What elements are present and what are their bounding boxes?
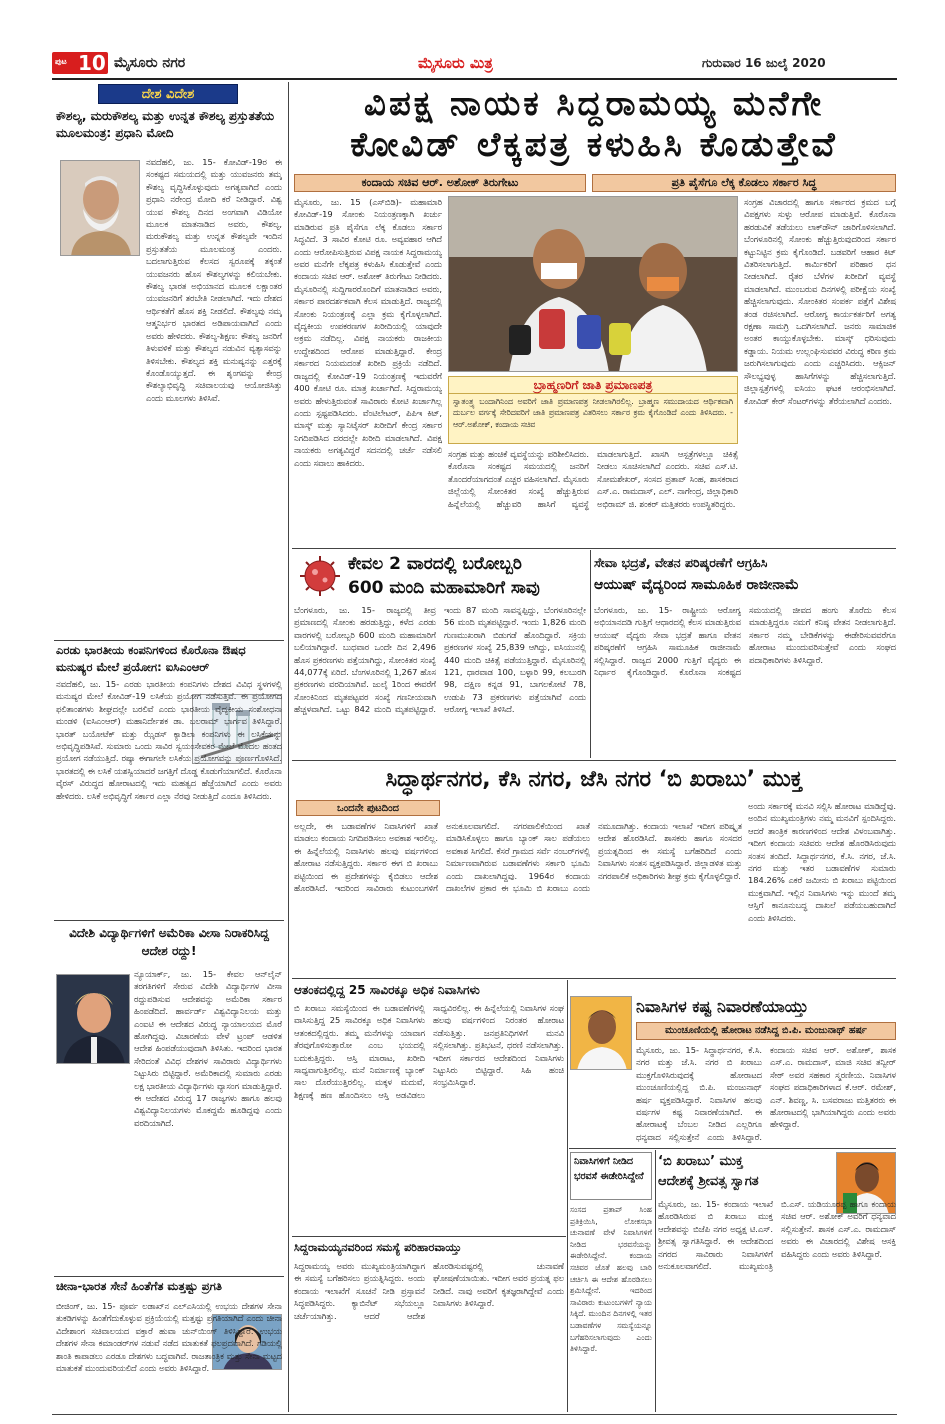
encroach-headline: ಆತಂಕದಲ್ಲಿದ್ದ 25 ಸಾವಿರಕ್ಕೂ ಅಧಿಕ ನಿವಾಸಿಗಳು xyxy=(294,983,480,997)
lead-body-right: ಸಂಗ್ರಹ ವಿಚಾರದಲ್ಲಿ ಹಾಗೂ ಸರ್ಕಾರದ ಕ್ರಮದ ಬಗ್ಗೆ ವಿಪಕ್ಷಗಳು ಸುಳ್ಳು ಆರೋಪ ಮಾಡುತ್ತಿವೆ. ಕೊರೊನಾ ಹರಡುವಿಕೆ ತಡೆಯಲು ಲಾಕ್‌ಡೌನ್ ಜಾರಿಗೊಳಿಸಲಾಗಿದೆ. ಬೆಂಗಳೂರಿನಲ್ಲಿ ಸೋಂಕು ಹೆಚ್ಚುತ್ತಿರುವುದರಿಂದ ಸರ್ಕಾರ ಕಟ್ಟುನಿಟ್ಟಿನ ಕ್ರಮ ಕೈಗೊಂಡಿದೆ. ಬಡವರಿಗೆ ಆಹಾರ ಕಿಟ್ ವಿತರಿಸಲಾಗುತ್ತಿದೆ. ಕಾರ್ಮಿಕರಿಗೆ ಪರಿಹಾರ ಧನ ನೀಡಲಾಗಿದೆ. ರೈತರ ಬೆಳೆಗಳ ಖರೀದಿಗೆ ವ್ಯವಸ್ಥೆ ಮಾಡಲಾಗಿದೆ. ಮುಂಬರುವ ದಿನಗಳಲ್ಲಿ ಪರೀಕ್ಷೆಯ ಸಂಖ್ಯೆ ಹೆಚ್ಚಿಸಲಾಗುವುದು. ಸೋಂಕಿತರ ಸಂಪರ್ಕ ಪತ್ತೆಗೆ ವಿಶೇಷ ತಂಡ ರಚಿಸಲಾಗಿದೆ. ಆರೋಗ್ಯ ಕಾರ್ಯಕರ್ತರಿಗೆ ಅಗತ್ಯ ರಕ್ಷಣಾ ಸಾಮಗ್ರಿ ಒದಗಿಸಲಾಗಿದೆ. ಜನರು ಸಾಮಾಜಿಕ ಅಂತರ ಕಾಯ್ದುಕೊಳ್ಳಬೇಕು. ಮಾಸ್ಕ್ ಧರಿಸುವುದು ಕಡ್ಡಾಯ. ನಿಯಮ ಉಲ್ಲಂಘಿಸುವವರ ವಿರುದ್ಧ ಕಠಿಣ ಕ್ರಮ ಜರುಗಿಸಲಾಗುವುದು ಎಂದು ಎಚ್ಚರಿಸಿದರು. ಆಕ್ಸಿಜನ್ ಸೌಲಭ್ಯವುಳ್ಳ ಹಾಸಿಗೆಗಳನ್ನು ಹೆಚ್ಚಿಸಲಾಗುತ್ತಿದೆ. ಜಿಲ್ಲಾಸ್ಪತ್ರೆಗಳಲ್ಲಿ ಐಸಿಯು ಘಟಕ ಆರಂಭಿಸಲಾಗಿದೆ. ಕೋವಿಡ್ ಕೇರ್ ಸೆಂಟರ್‌ಗಳನ್ನು ತೆರೆಯಲಾಗಿದೆ ಎಂದರು. xyxy=(744,197,896,406)
page-label: ಪುಟ xyxy=(55,57,67,66)
visa-headline: ವಿದೇಶಿ ವಿದ್ಯಾರ್ಥಿಗಳಿಗೆ ಅಮೆರಿಕಾ ವೀಸಾ ನಿರಾಕರಿಸಿದ್ದ ಆದೇಶ ರದ್ದು! xyxy=(69,926,269,958)
lead-headline xyxy=(292,84,896,170)
section-name: ಮೈಸೂರು ನಗರ xyxy=(114,55,186,71)
visa-body: ನ್ಯೂಯಾರ್ಕ್, ಜು. 15- ಕೇವಲ ಆನ್‌ಲೈನ್ ತರಗತಿಗಳಿಗೆ ಸೇರುವ ವಿದೇಶಿ ವಿದ್ಯಾರ್ಥಿಗಳ ವೀಸಾ ರದ್ದುಪಡಿಸುವ ಆದೇಶವನ್ನು ಅಮೆರಿಕಾ ಸರ್ಕಾರ ಹಿಂಪಡೆದಿದೆ. ಹಾರ್ವರ್ಡ್ ವಿಶ್ವವಿದ್ಯಾನಿಲಯ ಮತ್ತು ಎಂಐಟಿ ಈ ಆದೇಶದ ವಿರುದ್ಧ ನ್ಯಾಯಾಲಯದ ಮೊರೆ ಹೋಗಿದ್ದವು. ವಿಚಾರಣೆಯ ವೇಳೆ ಟ್ರಂಪ್ ಆಡಳಿತ ಆದೇಶ ಹಿಂಪಡೆಯುವುದಾಗಿ ತಿಳಿಸಿತು. ಇದರಿಂದ ಭಾರತ ಸೇರಿದಂತೆ ವಿವಿಧ ದೇಶಗಳ ಸಾವಿರಾರು ವಿದ್ಯಾರ್ಥಿಗಳು ನಿಟ್ಟುಸಿರು ಬಿಟ್ಟಿದ್ದಾರೆ. ಅಮೆರಿಕಾದಲ್ಲಿ ಸುಮಾರು ಎರಡು ಲಕ್ಷ ಭಾರತೀಯ ವಿದ್ಯಾರ್ಥಿಗಳು ವ್ಯಾಸಂಗ ಮಾಡುತ್ತಿದ್ದಾರೆ. ಈ ಆದೇಶದ ವಿರುದ್ಧ 17 ರಾಜ್ಯಗಳು ಹಾಗೂ ಹಲವು ವಿಶ್ವವಿದ್ಯಾನಿಲಯಗಳು ಮೊಕದ್ದಮೆ ಹೂಡಿದ್ದವು ಎಂದು ವರದಿಯಾಗಿದೆ. xyxy=(134,969,282,1128)
lead-photo xyxy=(448,196,738,372)
date-line: ಗುರುವಾರ 16 ಜುಲೈ 2020 xyxy=(702,56,826,70)
lead-body-left: ಮೈಸೂರು, ಜು. 15 (ಎಸ್‌ಬಿಡಿ)- ಮಹಾಮಾರಿ ಕೋವಿಡ್-19 ಸೋಂಕು ನಿಯಂತ್ರಣಕ್ಕಾಗಿ ಖರ್ಚು ಮಾಡಿರುವ ಪ್ರತಿ ಪೈಸೆಗೂ ಲೆಕ್ಕ ಕೊಡಲು ಸರ್ಕಾರ ಸಿದ್ಧವಿದೆ. 3 ಸಾವಿರ ಕೋಟಿ ರೂ. ಅವ್ಯವಹಾರ ಆಗಿದೆ ಎಂದು ಆರೋಪಿಸುತ್ತಿರುವ ವಿಪಕ್ಷ ನಾಯಕ ಸಿದ್ದರಾಮಯ್ಯ ಅವರ ಮನೆಗೇ ಲೆಕ್ಕಪತ್ರ ಕಳುಹಿಸಿ ಕೊಡುತ್ತೇವೆ ಎಂದು ಕಂದಾಯ ಸಚಿವ ಆರ್. ಅಶೋಕ್ ತಿರುಗೇಟು ನೀಡಿದರು. ಮೈಸೂರಿನಲ್ಲಿ ಸುದ್ದಿಗಾರರೊಂದಿಗೆ ಮಾತನಾಡಿದ ಅವರು, ಸರ್ಕಾರ ಪಾರದರ್ಶಕವಾಗಿ ಕೆಲಸ ಮಾಡುತ್ತಿದೆ. ರಾಜ್ಯದಲ್ಲಿ ಸೋಂಕು ನಿಯಂತ್ರಣಕ್ಕೆ ಎಲ್ಲಾ ಕ್ರಮ ಕೈಗೊಳ್ಳಲಾಗಿದೆ. ವೈದ್ಯಕೀಯ ಉಪಕರಣಗಳ ಖರೀದಿಯಲ್ಲಿ ಯಾವುದೇ ಅಕ್ರಮ ನಡೆದಿಲ್ಲ. ವಿಪಕ್ಷ ನಾಯಕರು ರಾಜಕೀಯ ಉದ್ದೇಶದಿಂದ ಆರೋಪ ಮಾಡುತ್ತಿದ್ದಾರೆ. ಕೇಂದ್ರ ಸರ್ಕಾರದ ನಿಯಮದಂತೆ ಖರೀದಿ ಪ್ರಕ್ರಿಯೆ ನಡೆದಿದೆ. ರಾಜ್ಯದಲ್ಲಿ ಕೋವಿಡ್-19 ನಿಯಂತ್ರಣಕ್ಕೆ ಇದುವರೆಗೆ 400 ಕೋಟಿ ರೂ. ಮಾತ್ರ ಖರ್ಚಾಗಿದೆ. ಸಿದ್ದರಾಮಯ್ಯ ಅವರು ಹೇಳುತ್ತಿರುವಂತೆ ಸಾವಿರಾರು ಕೋಟಿ ಖರ್ಚಾಗಿಲ್ಲ ಎಂದು ಸ್ಪಷ್ಟಪಡಿಸಿದರು. ವೆಂಟಿಲೇಟರ್, ಪಿಪಿಇ ಕಿಟ್, ಮಾಸ್ಕ್ ಮತ್ತು ಸ್ಯಾನಿಟೈಸರ್ ಖರೀದಿಗೆ ಕೇಂದ್ರ ಸರ್ಕಾರ ನಿಗದಿಪಡಿಸಿದ ದರದಲ್ಲೇ ಖರೀದಿ ಮಾಡಲಾಗಿದೆ. ವಿಪಕ್ಷ ನಾಯಕರು ಅಗತ್ಯವಿದ್ದರೆ ಸದನದಲ್ಲಿ ಚರ್ಚೆ ನಡೆಸಲಿ ಎಂದು ಸವಾಲು ಹಾಕಿದರು. xyxy=(294,197,442,468)
modi-body: ನವದೆಹಲಿ, ಜು. 15- ಕೋವಿಡ್-19ರ ಈ ಸಂಕಷ್ಟದ ಸಮಯದಲ್ಲಿ ಮತ್ತು ಯುವಜನರು ತಮ್ಮ ಕೌಶಲ್ಯ ವೃದ್ಧಿಸಿಕೊಳ್ಳುವುದು ಅಗತ್ಯವಾಗಿದೆ ಎಂದು ಪ್ರಧಾನಿ ನರೇಂದ್ರ ಮೋದಿ ಕರೆ ನೀಡಿದ್ದಾರೆ. ವಿಶ್ವ ಯುವ ಕೌಶಲ್ಯ ದಿನದ ಅಂಗವಾಗಿ ವಿಡಿಯೋ ಮೂಲಕ ಮಾತನಾಡಿದ ಅವರು, ಕೌಶಲ್ಯ, ಮರುಕೌಶಲ್ಯ ಮತ್ತು ಉನ್ನತ ಕೌಶಲ್ಯವೇ ಇಂದಿನ ಪ್ರಸ್ತುತತೆಯ ಮೂಲಮಂತ್ರ ಎಂದರು. ಬದಲಾಗುತ್ತಿರುವ ಕೆಲಸದ ಸ್ವರೂಪಕ್ಕೆ ತಕ್ಕಂತೆ ಯುವಜನರು ಹೊಸ ಕೌಶಲ್ಯಗಳನ್ನು ಕಲಿಯಬೇಕು. ಕೌಶಲ್ಯ ಭಾರತ ಅಭಿಯಾನದ ಮೂಲಕ ಲಕ್ಷಾಂತರ ಯುವಜನರಿಗೆ ತರಬೇತಿ ನೀಡಲಾಗಿದೆ. ಇದು ದೇಶದ ಆರ್ಥಿಕತೆಗೆ ಹೊಸ ಶಕ್ತಿ ನೀಡಲಿದೆ. ಕೌಶಲ್ಯವು ನಮ್ಮ ಆತ್ಮನಿರ್ಭರ ಭಾರತದ ಅಡಿಪಾಯವಾಗಿದೆ ಎಂದು ಅವರು ಹೇಳಿದರು. ಕೌಶಲ್ಯ-ಶಿಕ್ಷಣ: ಕೌಶಲ್ಯ ಜನರಿಗೆ ತಿಳುವಳಿಕೆ ಮತ್ತು ಕೌಶಲ್ಯದ ನಡುವಿನ ವ್ಯತ್ಯಾಸವನ್ನು ತಿಳಿಸಬೇಕು. ಕೌಶಲ್ಯದ ಶಕ್ತಿ ಮನುಷ್ಯನನ್ನು ಎತ್ತರಕ್ಕೆ ಕೊಂಡೊಯ್ಯುತ್ತದೆ. ಈ ಶೃಂಗವನ್ನು ಕೇಂದ್ರ ಕೌಶಲ್ಯಾಭಿವೃದ್ಧಿ ಸಚಿವಾಲಯವು ಆಯೋಜಿಸಿತ್ತು ಎಂದು ಮೂಲಗಳು ತಿಳಿಸಿವೆ. xyxy=(146,157,282,403)
caption-box xyxy=(448,376,738,444)
vaccine-body: ನವದೆಹಲಿ, ಜು. 15- ಎರಡು ಭಾರತೀಯ ಕಂಪನಿಗಳು ದೇಶದ ವಿವಿಧ ಸ್ಥಳಗಳಲ್ಲಿ ಮನುಷ್ಯರ ಮೇಲೆ ಕೋವಿಡ್-19 ಲಸಿಕೆಯ ಪ್ರಯೋಗ ನಡೆಸುತ್ತಿವೆ. ಈ ಪ್ರಯೋಗದ ಫಲಿತಾಂಶಗಳು ಶೀಘ್ರದಲ್ಲೇ ಬರಲಿವೆ ಎಂದು ಭಾರತೀಯ ವೈದ್ಯಕೀಯ ಸಂಶೋಧನಾ ಮಂಡಳಿ (ಐಸಿಎಂಆರ್) ಮಹಾನಿರ್ದೇಶಕ ಡಾ. ಬಲರಾಮ್ ಭಾರ್ಗವ ತಿಳಿಸಿದ್ದಾರೆ. ಭಾರತ್ ಬಯೋಟೆಕ್ ಮತ್ತು ಝೈಡಸ್ ಕ್ಯಾಡಿಲಾ ಕಂಪನಿಗಳು ಈ ಲಸಿಕೆಯನ್ನು ಅಭಿವೃದ್ಧಿಪಡಿಸಿವೆ. ಸುಮಾರು ಒಂದು ಸಾವಿರ ಸ್ವಯಂಸೇವಕರ ಮೇಲೆ ಮೊದಲ ಹಂತದ ಪ್ರಯೋಗ ನಡೆಯುತ್ತಿದೆ. ರಷ್ಯಾ ಈಗಾಗಲೇ ಲಸಿಕೆಯ ಪ್ರಯೋಗವನ್ನು ಪೂರ್ಣಗೊಳಿಸಿದೆ. ಭಾರತದಲ್ಲಿ ಈ ಲಸಿಕೆ ಯಶಸ್ವಿಯಾದರೆ ಜಗತ್ತಿಗೆ ದೊಡ್ಡ ಕೊಡುಗೆಯಾಗಲಿದೆ. ಕೊರೊನಾ ವೈರಸ್ ವಿರುದ್ಧದ ಹೋರಾಟದಲ್ಲಿ ಇದು ಮಹತ್ವದ ಹೆಜ್ಜೆಯಾಗಿದೆ ಎಂದು ಅವರು ಹೇಳಿದರು. ಲಸಿಕೆ ಅಭಿವೃದ್ಧಿಗೆ ಸರ್ಕಾರ ಎಲ್ಲಾ ನೆರವು ನೀಡುತ್ತಿದೆ ಎಂದೂ ತಿಳಿಸಿದರು. xyxy=(56,679,282,801)
lead-body-mid: ಸಂಗ್ರಹ ಮತ್ತು ಹಂಚಿಕೆ ವ್ಯವಸ್ಥೆಯನ್ನು ಪರಿಶೀಲಿಸಿದರು. ಕೊರೊನಾ ಸಂಕಷ್ಟದ ಸಮಯದಲ್ಲಿ ಜನರಿಗೆ ತೊಂದರೆಯಾಗದಂತೆ ಎಚ್ಚರ ವಹಿಸಲಾಗಿದೆ. ಮೈಸೂರು ಜಿಲ್ಲೆಯಲ್ಲಿ ಸೋಂಕಿತರ ಸಂಖ್ಯೆ ಹೆಚ್ಚುತ್ತಿರುವ ಹಿನ್ನೆಲೆಯಲ್ಲಿ ಹೆಚ್ಚುವರಿ ಹಾಸಿಗೆ ವ್ಯವಸ್ಥೆ ಮಾಡಲಾಗುತ್ತಿದೆ. ಖಾಸಗಿ ಆಸ್ಪತ್ರೆಗಳಲ್ಲೂ ಚಿಕಿತ್ಸೆ ನೀಡಲು ಸೂಚಿಸಲಾಗಿದೆ ಎಂದರು. ಸಚಿವ ಎಸ್.ಟಿ. ಸೋಮಶೇಖರ್, ಸಂಸದ ಪ್ರತಾಪ್ ಸಿಂಹ, ಶಾಸಕರಾದ ಎಸ್.ಎ. ರಾಮದಾಸ್, ಎಲ್. ನಾಗೇಂದ್ರ, ಜಿಲ್ಲಾಧಿಕಾರಿ ಅಭಿರಾಮ್ ಜಿ. ಶಂಕರ್ ಮತ್ತಿತರರು ಉಪಸ್ಥಿತರಿದ್ದರು. xyxy=(448,449,738,509)
rule-encroach xyxy=(567,980,568,1412)
encroach-body: ಬಿ ಖರಾಬು ಸಮಸ್ಯೆಯಿಂದ ಈ ಬಡಾವಣೆಗಳಲ್ಲಿ ವಾಸಿಸುತ್ತಿದ್ದ 25 ಸಾವಿರಕ್ಕೂ ಅಧಿಕ ನಿವಾಸಿಗಳು ಆತಂಕದಲ್ಲಿದ್ದರು. ತಮ್ಮ ಮನೆಗಳನ್ನು ಯಾವಾಗ ತೆರವುಗೊಳಿಸುತ್ತಾರೋ ಎಂಬ ಭಯದಲ್ಲಿ ಬದುಕುತ್ತಿದ್ದರು. ಆಸ್ತಿ ಮಾರಾಟ, ಖರೀದಿ ಸಾಧ್ಯವಾಗುತ್ತಿರಲಿಲ್ಲ. ಮನೆ ನಿರ್ಮಾಣಕ್ಕೆ ಬ್ಯಾಂಕ್ ಸಾಲ ದೊರೆಯುತ್ತಿರಲಿಲ್ಲ. ಮಕ್ಕಳ ಮದುವೆ, ಶಿಕ್ಷಣಕ್ಕೆ ಹಣ ಹೊಂದಿಸಲು ಆಸ್ತಿ ಅಡವಿಡಲು ಸಾಧ್ಯವಿರಲಿಲ್ಲ. ಈ ಹಿನ್ನೆಲೆಯಲ್ಲಿ ನಿವಾಸಿಗಳ ಸಂಘ ಹಲವು ವರ್ಷಗಳಿಂದ ನಿರಂತರ ಹೋರಾಟ ನಡೆಸುತ್ತಿತ್ತು. ಜನಪ್ರತಿನಿಧಿಗಳಿಗೆ ಮನವಿ ಸಲ್ಲಿಸಲಾಗಿತ್ತು. ಪ್ರತಿಭಟನೆ, ಧರಣಿ ನಡೆಸಲಾಗಿತ್ತು. ಇದೀಗ ಸರ್ಕಾರದ ಆದೇಶದಿಂದ ನಿವಾಸಿಗಳು ನಿಟ್ಟುಸಿರು ಬಿಟ್ಟಿದ್ದಾರೆ. ಸಿಹಿ ಹಂಚಿ ಸಂಭ್ರಮಿಸಿದ್ದಾರೆ. xyxy=(294,1003,564,1100)
paper-name: ಮೈಸೂರು ಮಿತ್ರ xyxy=(418,54,493,72)
kesare-body-right: ಅಂದು ಸರ್ಕಾರಕ್ಕೆ ಮನವಿ ಸಲ್ಲಿಸಿ ಹೋರಾಟ ಮಾಡಿದ್ದೆವು. ಅಂದಿನ ಮುಖ್ಯಮಂತ್ರಿಗಳು ನಮ್ಮ ಮನವಿಗೆ ಸ್ಪಂದಿಸಿದ್ದರು. ಆದರೆ ತಾಂತ್ರಿಕ ಕಾರಣಗಳಿಂದ ಆದೇಶ ವಿಳಂಬವಾಗಿತ್ತು. ಇದೀಗ ಕಂದಾಯ ಸಚಿವರು ಆದೇಶ ಹೊರಡಿಸಿರುವುದು ಸಂತಸ ತಂದಿದೆ. ಸಿದ್ಧಾರ್ಥನಗರ, ಕೆ.ಸಿ. ನಗರ, ಜೆ.ಸಿ. ನಗರ ಮತ್ತು ಇತರ ಬಡಾವಣೆಗಳ ಸುಮಾರು 184.26% ಎಕರೆ ಜಮೀನು ಬಿ ಖರಾಬು ಪಟ್ಟಿಯಿಂದ ಮುಕ್ತವಾಗಿದೆ. ಇಲ್ಲಿನ ನಿವಾಸಿಗಳು ಇನ್ನು ಮುಂದೆ ತಮ್ಮ ಆಸ್ತಿಗೆ ಕಾನೂನುಬದ್ಧ ದಾಖಲೆ ಪಡೆಯಬಹುದಾಗಿದೆ ಎಂದು ತಿಳಿಸಿದರು. xyxy=(748,801,896,923)
deaths-headline xyxy=(348,552,588,600)
ayush-headline xyxy=(594,552,896,600)
kesare-body: ಅಲ್ಲದೇ, ಈ ಬಡಾವಣೆಗಳ ನಿವಾಸಿಗಳಿಗೆ ಖಾತೆ ಮಾಡಲು ಕಂದಾಯ ನಿಗದಿಪಡಿಸಲು ಅವಕಾಶ ಇರಲಿಲ್ಲ. ಈ ಹಿನ್ನೆಲೆಯಲ್ಲಿ ನಿವಾಸಿಗಳು ಹಲವು ವರ್ಷಗಳಿಂದ ಹೋರಾಟ ನಡೆಸುತ್ತಿದ್ದರು. ಸರ್ಕಾರ ಈಗ ಬಿ ಖರಾಬು ಪಟ್ಟಿಯಿಂದ ಈ ಪ್ರದೇಶಗಳನ್ನು ಕೈಬಿಡಲು ಆದೇಶ ಹೊರಡಿಸಿದೆ. ಇದರಿಂದ ಸಾವಿರಾರು ಕುಟುಂಬಗಳಿಗೆ ಅನುಕೂಲವಾಗಲಿದೆ. ನಗರಪಾಲಿಕೆಯಿಂದ ಖಾತೆ ಮಾಡಿಸಿಕೊಳ್ಳಲು ಹಾಗೂ ಬ್ಯಾಂಕ್ ಸಾಲ ಪಡೆಯಲು ಅವಕಾಶ ಸಿಗಲಿದೆ. ಕೆಸರೆ ಗ್ರಾಮದ ಸರ್ವೆ ನಂಬರ್‌ಗಳಲ್ಲಿ ನಿರ್ಮಾಣವಾಗಿರುವ ಬಡಾವಣೆಗಳು ಸರ್ಕಾರಿ ಭೂಮಿ ಎಂದು ದಾಖಲಾಗಿದ್ದವು. 1964ರ ಕಂದಾಯ ದಾಖಲೆಗಳ ಪ್ರಕಾರ ಈ ಭೂಮಿ ಬಿ ಖರಾಬು ಎಂದು ನಮೂದಾಗಿತ್ತು. ಕಂದಾಯ ಇಲಾಖೆ ಇದೀಗ ಪರಿಷ್ಕೃತ ಆದೇಶ ಹೊರಡಿಸಿದೆ. ಶಾಸಕರು ಹಾಗೂ ಸಂಸದರ ಪ್ರಯತ್ನದಿಂದ ಈ ಸಮಸ್ಯೆ ಬಗೆಹರಿದಿದೆ ಎಂದು ನಿವಾಸಿಗಳು ಸಂತಸ ವ್ಯಕ್ತಪಡಿಸಿದ್ದಾರೆ. ಜಿಲ್ಲಾಡಳಿತ ಮತ್ತು ನಗರಪಾಲಿಕೆ ಅಧಿಕಾರಿಗಳು ಶೀಘ್ರ ಕ್ರಮ ಕೈಗೊಳ್ಳಲಿದ್ದಾರೆ. xyxy=(294,821,742,894)
rule-nivasigala xyxy=(655,1150,656,1412)
lead-headline-line2: ಕೋವಿಡ್ ಲೆಕ್ಕಪತ್ರ ಕಳುಹಿಸಿ ಕೊಡುತ್ತೇವೆ xyxy=(350,125,838,165)
manjunath-portrait xyxy=(571,997,632,1070)
section-tag xyxy=(98,84,238,104)
ayush-body: ಬೆಂಗಳೂರು, ಜು. 15- ರಾಷ್ಟ್ರೀಯ ಆರೋಗ್ಯ ಅಭಿಯಾನದಡಿ ಗುತ್ತಿಗೆ ಆಧಾರದಲ್ಲಿ ಕೆಲಸ ಮಾಡುತ್ತಿರುವ ಆಯುಷ್ ವೈದ್ಯರು ಸೇವಾ ಭದ್ರತೆ ಹಾಗೂ ವೇತನ ಪರಿಷ್ಕರಣೆಗೆ ಆಗ್ರಹಿಸಿ ಸಾಮೂಹಿಕ ರಾಜೀನಾಮೆ ಸಲ್ಲಿಸಿದ್ದಾರೆ. ರಾಜ್ಯದ 2000 ಗುತ್ತಿಗೆ ವೈದ್ಯರು ಈ ನಿರ್ಧಾರ ಕೈಗೊಂಡಿದ್ದಾರೆ. ಕೊರೊನಾ ಸಂಕಷ್ಟದ ಸಮಯದಲ್ಲಿ ಜೀವದ ಹಂಗು ತೊರೆದು ಕೆಲಸ ಮಾಡುತ್ತಿದ್ದರೂ ನಮಗೆ ಕನಿಷ್ಠ ವೇತನ ನೀಡಲಾಗುತ್ತಿದೆ. ಸರ್ಕಾರ ನಮ್ಮ ಬೇಡಿಕೆಗಳನ್ನು ಈಡೇರಿಸುವವರೆಗೂ ಹೋರಾಟ ಮುಂದುವರಿಸುತ್ತೇವೆ ಎಂದು ಸಂಘದ ಪದಾಧಿಕಾರಿಗಳು ತಿಳಿಸಿದ್ದಾರೆ. xyxy=(594,605,896,678)
siddaramaiah-headline: ಸಿದ್ದರಾಮಯ್ಯನವರಿಂದ ಸಮಸ್ಯೆ ಪರಿಹಾರವಾಯ್ತು xyxy=(294,1241,462,1254)
press-conference-photo xyxy=(449,197,738,372)
deaths-body: ಬೆಂಗಳೂರು, ಜು. 15- ರಾಜ್ಯದಲ್ಲಿ ತೀವ್ರ ಪ್ರಮಾಣದಲ್ಲಿ ಸೋಂಕು ಹರಡುತ್ತಿದ್ದು, ಕಳೆದ ಎರಡು ವಾರಗಳಲ್ಲಿ ಬರೋಬ್ಬರಿ 600 ಮಂದಿ ಮಹಾಮಾರಿಗೆ ಬಲಿಯಾಗಿದ್ದಾರೆ. ಬುಧವಾರ ಒಂದೇ ದಿನ 2,496 ಹೊಸ ಪ್ರಕರಣಗಳು ಪತ್ತೆಯಾಗಿದ್ದು, ಸೋಂಕಿತರ ಸಂಖ್ಯೆ 44,077ಕ್ಕೆ ಏರಿದೆ. ಬೆಂಗಳೂರಿನಲ್ಲಿ 1,267 ಹೊಸ ಪ್ರಕರಣಗಳು ವರದಿಯಾಗಿವೆ. ಜುಲೈ 1ರಿಂದ ಈವರೆಗೆ ಸೋಂಕಿನಿಂದ ಮೃತಪಟ್ಟವರ ಸಂಖ್ಯೆ ಗಣನೀಯವಾಗಿ ಹೆಚ್ಚಳವಾಗಿದೆ. ಒಟ್ಟು 842 ಮಂದಿ ಮೃತಪಟ್ಟಿದ್ದಾರೆ. ಇಂದು 87 ಮಂದಿ ಸಾವನ್ನಪ್ಪಿದ್ದು, ಬೆಂಗಳೂರಿನಲ್ಲೇ 56 ಮಂದಿ ಮೃತಪಟ್ಟಿದ್ದಾರೆ. ಇಂದು 1,826 ಮಂದಿ ಗುಣಮುಖರಾಗಿ ಬಿಡುಗಡೆ ಹೊಂದಿದ್ದಾರೆ. ಸಕ್ರಿಯ ಪ್ರಕರಣಗಳ ಸಂಖ್ಯೆ 25,839 ಆಗಿದ್ದು, ಐಸಿಯುನಲ್ಲಿ 440 ಮಂದಿ ಚಿಕಿತ್ಸೆ ಪಡೆಯುತ್ತಿದ್ದಾರೆ. ಮೈಸೂರಿನಲ್ಲಿ 121, ಧಾರವಾಡ 100, ಬಳ್ಳಾರಿ 99, ಕಲಬುರಗಿ 98, ದಕ್ಷಿಣ ಕನ್ನಡ 91, ಬಾಗಲಕೋಟೆ 78, ಉಡುಪಿ 73 ಪ್ರಕರಣಗಳು ಪತ್ತೆಯಾಗಿವೆ ಎಂದು ಆರೋಗ್ಯ ಇಲಾಖೆ ತಿಳಿಸಿದೆ. xyxy=(294,605,586,715)
continued-tag-label: ಒಂದನೇ ಪುಟದಿಂದ xyxy=(337,803,399,814)
rule-manjunath-bottom xyxy=(569,1148,896,1149)
nivasigala-headline-box xyxy=(570,1152,652,1200)
section-tag-label: ದೇಶ ವಿದೇಶ xyxy=(141,87,195,102)
rule-col-1 xyxy=(288,82,289,1412)
deaths-headline-line2: 600 ಮಂದಿ ಮಹಾಮಾರಿಗೆ ಸಾವು xyxy=(348,578,540,598)
manjunath-photo xyxy=(570,996,632,1070)
rule-lead-bottom xyxy=(292,548,896,549)
rule-deaths-ayush xyxy=(590,550,591,758)
masthead xyxy=(0,0,945,76)
gratitude-headline-line2: ಆದೇಶಕ್ಕೆ ಶ್ರೀವತ್ಸ ಸ್ವಾಗತ xyxy=(658,1174,759,1189)
rule-mid xyxy=(292,760,896,761)
page-bottom-rule xyxy=(52,1414,897,1415)
left-column xyxy=(52,82,286,1412)
ayush-headline-line2: ಆಯುಷ್ ವೈದ್ಯರಿಂದ ಸಾಮೂಹಿಕ ರಾಜೀನಾಮೆ xyxy=(594,577,799,593)
modi-headline: ಕೌಶಲ್ಯ, ಮರುಕೌಶಲ್ಯ ಮತ್ತು ಉನ್ನತ ಕೌಶಲ್ಯ ಪ್ರಸ್ತುತತೆಯ ಮೂಲಮಂತ್ರ: ಪ್ರಧಾನಿ ಮೋದಿ xyxy=(56,109,275,140)
rule-siddaramaiah-top xyxy=(292,1236,566,1237)
lead-subhead-right: ಪ್ರತಿ ಪೈಸೆಗೂ ಲೆಕ್ಕ ಕೊಡಲು ಸರ್ಕಾರ ಸಿದ್ಧ xyxy=(592,174,896,192)
lead-headline-line1: ವಿಪಕ್ಷ ನಾಯಕ ಸಿದ್ದರಾಮಯ್ಯ ಮನೆಗೇ xyxy=(364,84,824,124)
caption-body: ಸ್ವಾತಂತ್ರ್ಯ ಬಂದಾಗಿನಿಂದ ಅವರಿಗೆ ಜಾತಿ ಪ್ರಮಾಣಪತ್ರ ನೀಡಲಾಗಿರಲಿಲ್ಲ. ಬ್ರಾಹ್ಮಣ ಸಮುದಾಯದ ಆರ್ಥಿಕವಾಗಿ ದುರ್ಬಲ ವರ್ಗಕ್ಕೆ ಸೇರಿದವರಿಗೆ ಜಾತಿ ಪ್ರಮಾಣಪತ್ರ ವಿತರಿಸಲು ಸರ್ಕಾರ ಕ್ರಮ ಕೈಗೊಂಡಿದೆ ಎಂದು ತಿಳಿಸಿದರು. - ಆರ್.ಅಶೋಕ್, ಕಂದಾಯ ಸಚಿವ xyxy=(453,397,733,429)
masthead-rule xyxy=(52,78,897,80)
china-body: ಬೀಜಿಂಗ್, ಜು. 15- ಪೂರ್ವ ಲಡಾಖ್‌ನ ಎಲ್‌ಎಸಿಯಲ್ಲಿ ಉಭಯ ದೇಶಗಳ ಸೇನಾ ತುಕಡಿಗಳನ್ನು ಹಿಂತೆಗೆದುಕೊಳ್ಳುವ ಪ್ರಕ್ರಿಯೆಯಲ್ಲಿ ಮತ್ತಷ್ಟು ಪ್ರಗತಿಯಾಗಿದೆ ಎಂದು ಚೀನಾ ವಿದೇಶಾಂಗ ಸಚಿವಾಲಯದ ವಕ್ತಾರೆ ಹುವಾ ಚುನ್‌ಯಿಂಗ್ ತಿಳಿಸಿದ್ದಾರೆ. ಉಭಯ ದೇಶಗಳ ಸೇನಾ ಕಮಾಂಡರ್‌ಗಳ ನಡುವೆ ನಡೆದ ಮಾತುಕತೆ ಫಲಪ್ರದವಾಗಿದೆ. ಗಡಿಯಲ್ಲಿ ಶಾಂತಿ ಕಾಪಾಡಲು ಎರಡೂ ದೇಶಗಳು ಬದ್ಧವಾಗಿವೆ. ರಾಜತಾಂತ್ರಿಕ ಮತ್ತು ಸೇನಾ ಮಟ್ಟದ ಮಾತುಕತೆ ಮುಂದುವರಿಯಲಿದೆ ಎಂದು ಅವರು ತಿಳಿಸಿದ್ದಾರೆ. xyxy=(56,1301,282,1374)
virus-graphic xyxy=(296,552,344,600)
page-number-box xyxy=(52,52,108,74)
manjunath-body: ಮೈಸೂರು, ಜು. 15- ಸಿದ್ಧಾರ್ಥನಗರ, ಕೆ.ಸಿ. ನಗರ ಮತ್ತು ಜೆ.ಸಿ. ನಗರ ಬಿ ಖರಾಬು ಮುಕ್ತಗೊಳಿಸಿರುವುದಕ್ಕೆ ಹೋರಾಟದ ಮುಂಚೂಣಿಯಲ್ಲಿದ್ದ ಬಿ.ಪಿ. ಮಂಜುನಾಥ್ ಹರ್ಷ ವ್ಯಕ್ತಪಡಿಸಿದ್ದಾರೆ. ನಿವಾಸಿಗಳ ಹಲವು ವರ್ಷಗಳ ಕಷ್ಟ ನಿವಾರಣೆಯಾಗಿದೆ. ಈ ಹೋರಾಟಕ್ಕೆ ಬೆಂಬಲ ನೀಡಿದ ಎಲ್ಲರಿಗೂ ಧನ್ಯವಾದ ಸಲ್ಲಿಸುತ್ತೇನೆ ಎಂದು ತಿಳಿಸಿದ್ದಾರೆ. ಕಂದಾಯ ಸಚಿವ ಆರ್. ಅಶೋಕ್, ಶಾಸಕ ಎಸ್.ಎ. ರಾಮದಾಸ್, ಮಾಜಿ ಸಚಿವ ತನ್ವೀರ್ ಸೇಠ್ ಅವರ ಸಹಕಾರ ಸ್ಮರಣೀಯ. ನಿವಾಸಿಗಳ ಸಂಘದ ಪದಾಧಿಕಾರಿಗಳಾದ ಕೆ.ಆರ್. ರಮೇಶ್, ಎನ್. ಶಿವಣ್ಣ, ಸಿ. ಬಸವರಾಜು ಮತ್ತಿತರರು ಈ ಹೋರಾಟದಲ್ಲಿ ಭಾಗಿಯಾಗಿದ್ದರು ಎಂದು ಅವರು ಹೇಳಿದ್ದಾರೆ. xyxy=(636,1045,896,1142)
page-number: 10 xyxy=(78,51,106,75)
manjunath-subhead: ಮುಂಚೂಣಿಯಲ್ಲಿ ಹೋರಾಟ ನಡೆಸಿದ್ದ ಬಿ.ಪಿ. ಮಂಜುನಾಥ್ ಹರ್ಷ xyxy=(636,1022,896,1040)
ayush-headline-line1: ಸೇವಾ ಭದ್ರತೆ, ವೇತನ ಪರಿಷ್ಕರಣೆಗೆ ಆಗ್ರಹಿಸಿ xyxy=(594,555,768,570)
nivasigala-body: ಸಂಸದ ಪ್ರತಾಪ್ ಸಿಂಹ ಪ್ರತಿಕ್ರಿಯಿಸಿ, ಲೋಕಸಭಾ ಚುನಾವಣೆ ವೇಳೆ ನಿವಾಸಿಗಳಿಗೆ ನೀಡಿದ ಭರವಸೆಯನ್ನು ಈಡೇರಿಸಿದ್ದೇನೆ. ಕಂದಾಯ ಸಚಿವರ ಜೊತೆ ಹಲವು ಬಾರಿ ಚರ್ಚಿಸಿ ಈ ಆದೇಶ ಹೊರಡಿಸಲು ಶ್ರಮಿಸಿದ್ದೇನೆ. ಇದರಿಂದ ಸಾವಿರಾರು ಕುಟುಂಬಗಳಿಗೆ ನ್ಯಾಯ ಸಿಕ್ಕಿದೆ. ಮುಂದಿನ ದಿನಗಳಲ್ಲಿ ಇತರ ಬಡಾವಣೆಗಳ ಸಮಸ್ಯೆಯನ್ನೂ ಬಗೆಹರಿಸಲಾಗುವುದು ಎಂದು ತಿಳಿಸಿದ್ದಾರೆ. xyxy=(570,1205,652,1354)
nivasigala-headline: ನಿವಾಸಿಗಳಿಗೆ ನೀಡಿದ ಭರವಸೆ ಈಡೇರಿಸಿದ್ದೇನೆ xyxy=(574,1156,644,1182)
coronavirus-icon xyxy=(296,552,344,600)
deaths-headline-line1: ಕೇವಲ 2 ವಾರದಲ್ಲಿ ಬರೋಬ್ಬರಿ xyxy=(348,554,522,574)
gratitude-body: ಮೈಸೂರು, ಜು. 15- ಕಂದಾಯ ಇಲಾಖೆ ಹೊರಡಿಸಿರುವ ಬಿ ಖರಾಬು ಮುಕ್ತ ಆದೇಶವನ್ನು ಬಿಜೆಪಿ ನಗರ ಅಧ್ಯಕ್ಷ ಟಿ.ಎಸ್. ಶ್ರೀವತ್ಸ ಸ್ವಾಗತಿಸಿದ್ದಾರೆ. ಈ ಆದೇಶದಿಂದ ನಗರದ ಸಾವಿರಾರು ನಿವಾಸಿಗಳಿಗೆ ಅನುಕೂಲವಾಗಲಿದೆ. ಮುಖ್ಯಮಂತ್ರಿ ಬಿ.ಎಸ್. ಯಡಿಯೂರಪ್ಪ ಹಾಗೂ ಕಂದಾಯ ಸಚಿವ ಆರ್. ಅಶೋಕ್ ಅವರಿಗೆ ಧನ್ಯವಾದ ಸಲ್ಲಿಸುತ್ತೇನೆ. ಶಾಸಕ ಎಸ್.ಎ. ರಾಮದಾಸ್ ಅವರು ಈ ವಿಚಾರದಲ್ಲಿ ವಿಶೇಷ ಆಸಕ್ತಿ ವಹಿಸಿದ್ದರು ಎಂದು ಅವರು ತಿಳಿಸಿದ್ದಾರೆ. xyxy=(658,1199,896,1272)
china-headline: ಚೀನಾ-ಭಾರತ ಸೇನೆ ಹಿಂತೆಗೆತ ಮತ್ತಷ್ಟು ಪ್ರಗತಿ xyxy=(56,1279,222,1293)
caption-title: ಬ್ರಾಹ್ಮಣರಿಗೆ ಜಾತಿ ಪ್ರಮಾಣಪತ್ರ xyxy=(449,377,737,394)
gratitude-headline-line1: ‘ಬಿ ಖರಾಬು’ ಮುಕ್ತ xyxy=(658,1154,743,1169)
rule-left-2 xyxy=(54,920,284,921)
gratitude-headline xyxy=(658,1152,834,1194)
vaccine-headline: ಎರಡು ಭಾರತೀಯ ಕಂಪನಿಗಳಿಂದ ಕೊರೊನಾ ಔಷಧ ಮನುಷ್ಯರ ಮೇಲೆ ಪ್ರಯೋಗ: ಐಸಿಎಂಆರ್ xyxy=(56,643,246,674)
rule-kesare-bottom xyxy=(292,978,896,979)
manjunath-headline: ನಿವಾಸಿಗಳ ಕಷ್ಟ ನಿವಾರಣೆಯಾಯ್ತು xyxy=(636,997,809,1016)
rule-left-3 xyxy=(54,1276,284,1277)
rule-left-1 xyxy=(54,640,284,641)
kesare-headline: ಸಿದ್ಧಾರ್ಥನಗರ, ಕೆಸಿ ನಗರ, ಜೆಸಿ ನಗರ ‘ಬಿ ಖರಾಬು’ ಮುಕ್ತ xyxy=(385,767,803,792)
siddaramaiah-body: ಸಿದ್ದರಾಮಯ್ಯ ಅವರು ಮುಖ್ಯಮಂತ್ರಿಯಾಗಿದ್ದಾಗ ಈ ಸಮಸ್ಯೆ ಬಗೆಹರಿಸಲು ಪ್ರಯತ್ನಿಸಿದ್ದರು. ಅಂದು ಕಂದಾಯ ಇಲಾಖೆಗೆ ಸೂಚನೆ ನೀಡಿ ಪ್ರಸ್ತಾವನೆ ಸಿದ್ಧಪಡಿಸಿದ್ದರು. ಕ್ಯಾಬಿನೆಟ್ ಸಭೆಯಲ್ಲೂ ಚರ್ಚೆಯಾಗಿತ್ತು. ಆದರೆ ಆದೇಶ ಹೊರಡಿಸುವಷ್ಟರಲ್ಲಿ ಚುನಾವಣೆ ಘೋಷಣೆಯಾಯಿತು. ಇದೀಗ ಅವರ ಪ್ರಯತ್ನ ಫಲ ನೀಡಿದೆ. ನಾವು ಅವರಿಗೆ ಕೃತಜ್ಞರಾಗಿದ್ದೇವೆ ಎಂದು ನಿವಾಸಿಗಳು ತಿಳಿಸಿದ್ದಾರೆ. xyxy=(294,1261,564,1321)
continued-tag xyxy=(296,800,440,816)
lead-subhead-left: ಕಂದಾಯ ಸಚಿವ ಆರ್. ಅಶೋಕ್ ತಿರುಗೇಟು xyxy=(294,174,586,192)
